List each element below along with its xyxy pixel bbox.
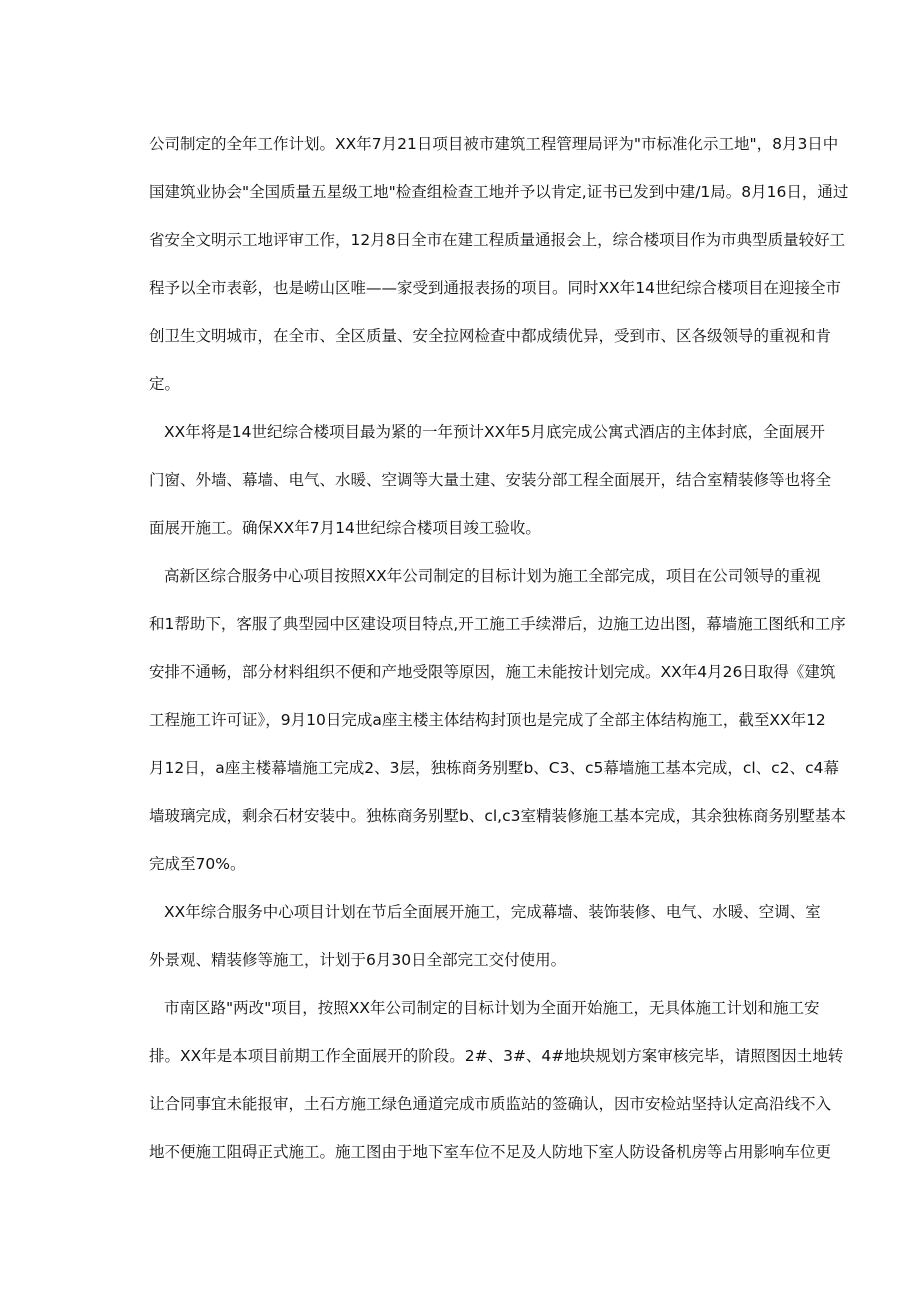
text-line: 排。XX年是本项目前期工作全面展开的阶段。2#、3#、4#地块规划方案审核完毕，请照图因土地转: [149, 1047, 844, 1065]
text-line: 安排不通畅，部分材料组织不便和产地受限等原因，施工未能按计划完成。XX年4月26日取得《建筑: [149, 663, 836, 681]
text-line: XX年将是14世纪综合楼项目最为紧的一年预计XX年5月底完成公寓式酒店的主体封底，全面展开: [164, 423, 826, 441]
text-line: 市南区路"两改"项目，按照XX年公司制定的目标计划为全面开始施工，无具体施工计划和施工安: [164, 999, 820, 1017]
text-line: 工程施工许可证》，9月10日完成a座主楼主体结构封顶也是完成了全部主体结构施工，截至XX年12: [149, 711, 826, 729]
text-line: 国建筑业协会"全国质量五星级工地"检查组检查工地并予以肯定,证书已发到中建/1局。8月16日，通过: [149, 183, 849, 201]
paragraph: [149, 888, 821, 984]
text-line: 让合同事宜未能报审，土石方施工绿色通道完成市质监站的签确认，因市安检站坚持认定高沿线不入: [149, 1095, 832, 1113]
text-line: 创卫生文明城市，在全市、全区质量、安全拉网检查中都成绩优异，受到市、区各级领导的重视和肯: [149, 327, 832, 345]
text-line: 墙玻璃完成，剩余石材安装中。独栋商务别墅b、cl,c3室精装修施工基本完成，其余独栋商务别墅基本: [149, 807, 846, 825]
text-line: 定。: [149, 375, 181, 393]
text-line: 公司制定的全年工作计划。XX年7月21日项目被市建筑工程管理局评为"市标准化示工地"，8月3日中: [149, 135, 839, 153]
paragraph: [149, 120, 849, 408]
paragraph: [149, 984, 844, 1176]
text-line: 面展开施工。确保XX年7月14世纪综合楼项目竣工验收。: [149, 519, 541, 537]
text-line: 地不便施工阻碍正式施工。施工图由于地下室车位不足及人防地下室人防设备机房等占用影响车位更: [149, 1143, 832, 1161]
text-line: 省安全文明示工地评审工作，12月8日全市在建工程质量通报会上，综合楼项目作为市典型质量较好工: [149, 231, 846, 249]
document-page: [149, 120, 849, 1176]
text-line: 外景观、精装修等施工，计划于6月30日全部完工交付使用。: [149, 951, 567, 969]
text-line: 月12日，a座主楼幕墙施工完成2、3层，独栋商务别墅b、C3、c5幕墙施工基本完成，cl、c2、c4幕: [149, 759, 839, 777]
paragraph: [149, 408, 832, 552]
text-line: 程予以全市表彰，也是崂山区唯——家受到通报表扬的项目。同时XX年14世纪综合楼项目在迎接全市: [149, 279, 841, 297]
text-line: 和1帮助下，客服了典型园中区建设项目特点,开工施工手续滞后，边施工边出图，幕墙施工图纸和工序: [149, 615, 846, 633]
text-line: XX年综合服务中心项目计划在节后全面展开施工，完成幕墙、装饰装修、电气、水暖、空调、室: [164, 903, 821, 921]
text-line: 门窗、外墙、幕墙、电气、水暖、空调等大量土建、安装分部工程全面展开，结合室精装修等也将全: [149, 471, 832, 489]
text-line: 完成至70%。: [149, 855, 246, 873]
text-line: 高新区综合服务中心项目按照XX年公司制定的目标计划为施工全部完成，项目在公司领导的重视: [164, 567, 821, 585]
paragraph: [149, 552, 846, 888]
